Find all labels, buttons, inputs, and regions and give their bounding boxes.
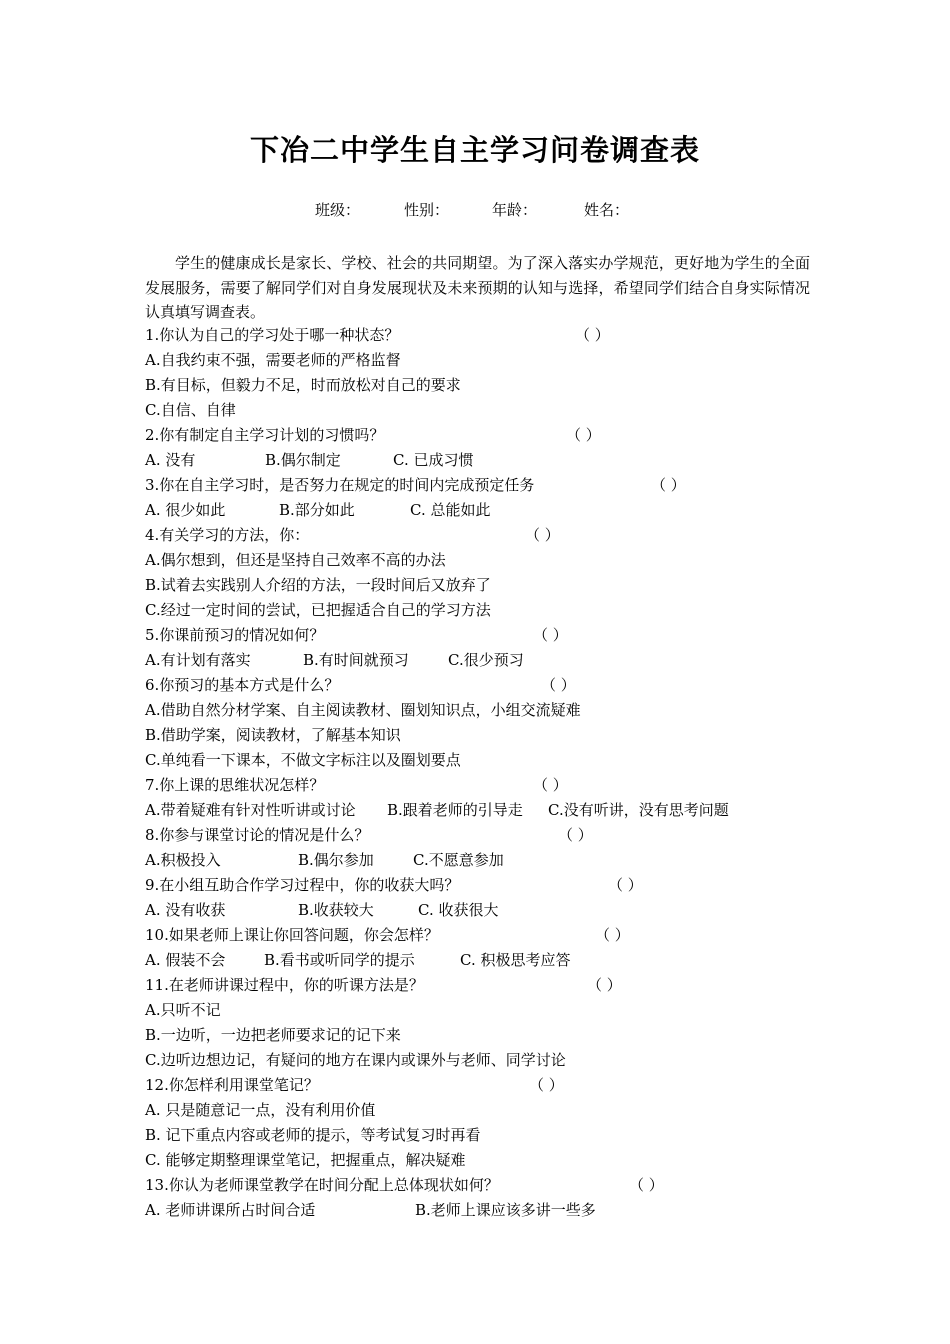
answer-blank[interactable]: （ ） bbox=[566, 426, 601, 444]
age-label: 年龄： bbox=[492, 201, 538, 219]
question-text: 13.你认为老师课堂教学在时间分配上总体现状如何？ bbox=[145, 1176, 499, 1194]
answer-blank[interactable]: （ ） bbox=[558, 826, 593, 844]
option-b: B.跟着老师的引导走 bbox=[387, 801, 523, 819]
option-b: B.试着去实践别人介绍的方法，一段时间后又放弃了 bbox=[145, 576, 491, 594]
option-a: A. 老师讲课所占时间合适 bbox=[145, 1201, 316, 1219]
option-a: A.自我约束不强，需要老师的严格监督 bbox=[145, 351, 401, 369]
question-text: 4.有关学习的方法，你： bbox=[145, 526, 310, 544]
option-c: C. 收获很大 bbox=[418, 901, 499, 919]
intro-paragraph: 学生的健康成长是家长、学校、社会的共同期望。为了深入落实办学规范，更好地为学生的全面发展服务，需要了解同学们对自身发展现状及未来预期的认知与选择，希望同学们结合自身实际情况认真填写调查表。 bbox=[145, 254, 810, 321]
option-c: C.边听边想边记，有疑问的地方在课内或课外与老师、同学讨论 bbox=[145, 1051, 566, 1069]
option-b: B.偶尔参加 bbox=[298, 851, 374, 869]
option-c: C.很少预习 bbox=[448, 651, 524, 669]
answer-blank[interactable]: （ ） bbox=[525, 526, 560, 544]
option-a: A. 假装不会 bbox=[145, 951, 226, 969]
answer-blank[interactable]: （ ） bbox=[651, 476, 686, 494]
option-a: A.只听不记 bbox=[145, 1001, 221, 1019]
question-text: 9.在小组互助合作学习过程中，你的收获大吗？ bbox=[145, 876, 460, 894]
option-a: A.带着疑难有针对性听讲或讨论 bbox=[145, 801, 356, 819]
option-c: C.不愿意参加 bbox=[413, 851, 504, 869]
option-a: A.积极投入 bbox=[145, 851, 221, 869]
option-c: C.没有听讲，没有思考问题 bbox=[548, 801, 729, 819]
question-text: 7.你上课的思维状况怎样？ bbox=[145, 776, 325, 794]
option-b: B.收获较大 bbox=[298, 901, 374, 919]
option-b: B.借助学案，阅读教材，了解基本知识 bbox=[145, 726, 401, 744]
answer-blank[interactable]: （ ） bbox=[533, 626, 568, 644]
name-label: 姓名： bbox=[584, 201, 630, 219]
option-b: B.看书或听同学的提示 bbox=[264, 951, 415, 969]
question-text: 2.你有制定自主学习计划的习惯吗？ bbox=[145, 426, 385, 444]
class-label: 班级： bbox=[315, 201, 361, 219]
question-text: 10.如果老师上课让你回答问题，你会怎样？ bbox=[145, 926, 439, 944]
option-b: B.有目标，但毅力不足，时而放松对自己的要求 bbox=[145, 376, 461, 394]
answer-blank[interactable]: （ ） bbox=[529, 1076, 564, 1094]
option-c: C. 积极思考应答 bbox=[460, 951, 571, 969]
answer-blank[interactable]: （ ） bbox=[575, 326, 610, 344]
answer-blank[interactable]: （ ） bbox=[533, 776, 568, 794]
question-text: 12.你怎样利用课堂笔记？ bbox=[145, 1076, 319, 1094]
question-text: 11.在老师讲课过程中，你的听课方法是？ bbox=[145, 976, 424, 994]
gender-label: 性别： bbox=[404, 201, 450, 219]
option-c: C.经过一定时间的尝试，已把握适合自己的学习方法 bbox=[145, 601, 491, 619]
option-b: B.老师上课应该多讲一些多 bbox=[415, 1201, 596, 1219]
question-text: 3.你在自主学习时，是否努力在规定的时间内完成预定任务 bbox=[145, 476, 535, 494]
option-b: B.偶尔制定 bbox=[265, 451, 341, 469]
answer-blank[interactable]: （ ） bbox=[608, 876, 643, 894]
option-c: C.自信、自律 bbox=[145, 401, 236, 419]
option-b: B. 记下重点内容或老师的提示，等考试复习时再看 bbox=[145, 1126, 481, 1144]
option-a: A.有计划有落实 bbox=[145, 651, 251, 669]
option-a: A. 很少如此 bbox=[145, 501, 226, 519]
option-c: C.单纯看一下课本，不做文字标注以及圈划要点 bbox=[145, 751, 461, 769]
option-a: A.偶尔想到，但还是坚持自己效率不高的办法 bbox=[145, 551, 446, 569]
option-c: C. 已成习惯 bbox=[393, 451, 474, 469]
question-text: 6.你预习的基本方式是什么？ bbox=[145, 676, 340, 694]
question-text: 1.你认为自己的学习处于哪一种状态？ bbox=[145, 326, 400, 344]
option-a: A. 只是随意记一点，没有利用价值 bbox=[145, 1101, 376, 1119]
option-b: B.有时间就预习 bbox=[303, 651, 409, 669]
answer-blank[interactable]: （ ） bbox=[587, 976, 622, 994]
answer-blank[interactable]: （ ） bbox=[595, 926, 630, 944]
option-b: B.部分如此 bbox=[279, 501, 355, 519]
question-text: 5.你课前预习的情况如何？ bbox=[145, 626, 325, 644]
option-a: A.借助自然分材学案、自主阅读教材、圈划知识点，小组交流疑难 bbox=[145, 701, 581, 719]
option-c: C. 能够定期整理课堂笔记，把握重点，解决疑难 bbox=[145, 1151, 466, 1169]
page-title: 下冶二中学生自主学习问卷调查表 bbox=[249, 133, 700, 167]
option-a: A. 没有 bbox=[145, 451, 196, 469]
option-a: A. 没有收获 bbox=[145, 901, 226, 919]
option-b: B.一边听，一边把老师要求记的记下来 bbox=[145, 1026, 401, 1044]
question-text: 8.你参与课堂讨论的情况是什么？ bbox=[145, 826, 370, 844]
option-c: C. 总能如此 bbox=[410, 501, 491, 519]
answer-blank[interactable]: （ ） bbox=[541, 676, 576, 694]
answer-blank[interactable]: （ ） bbox=[629, 1176, 664, 1194]
